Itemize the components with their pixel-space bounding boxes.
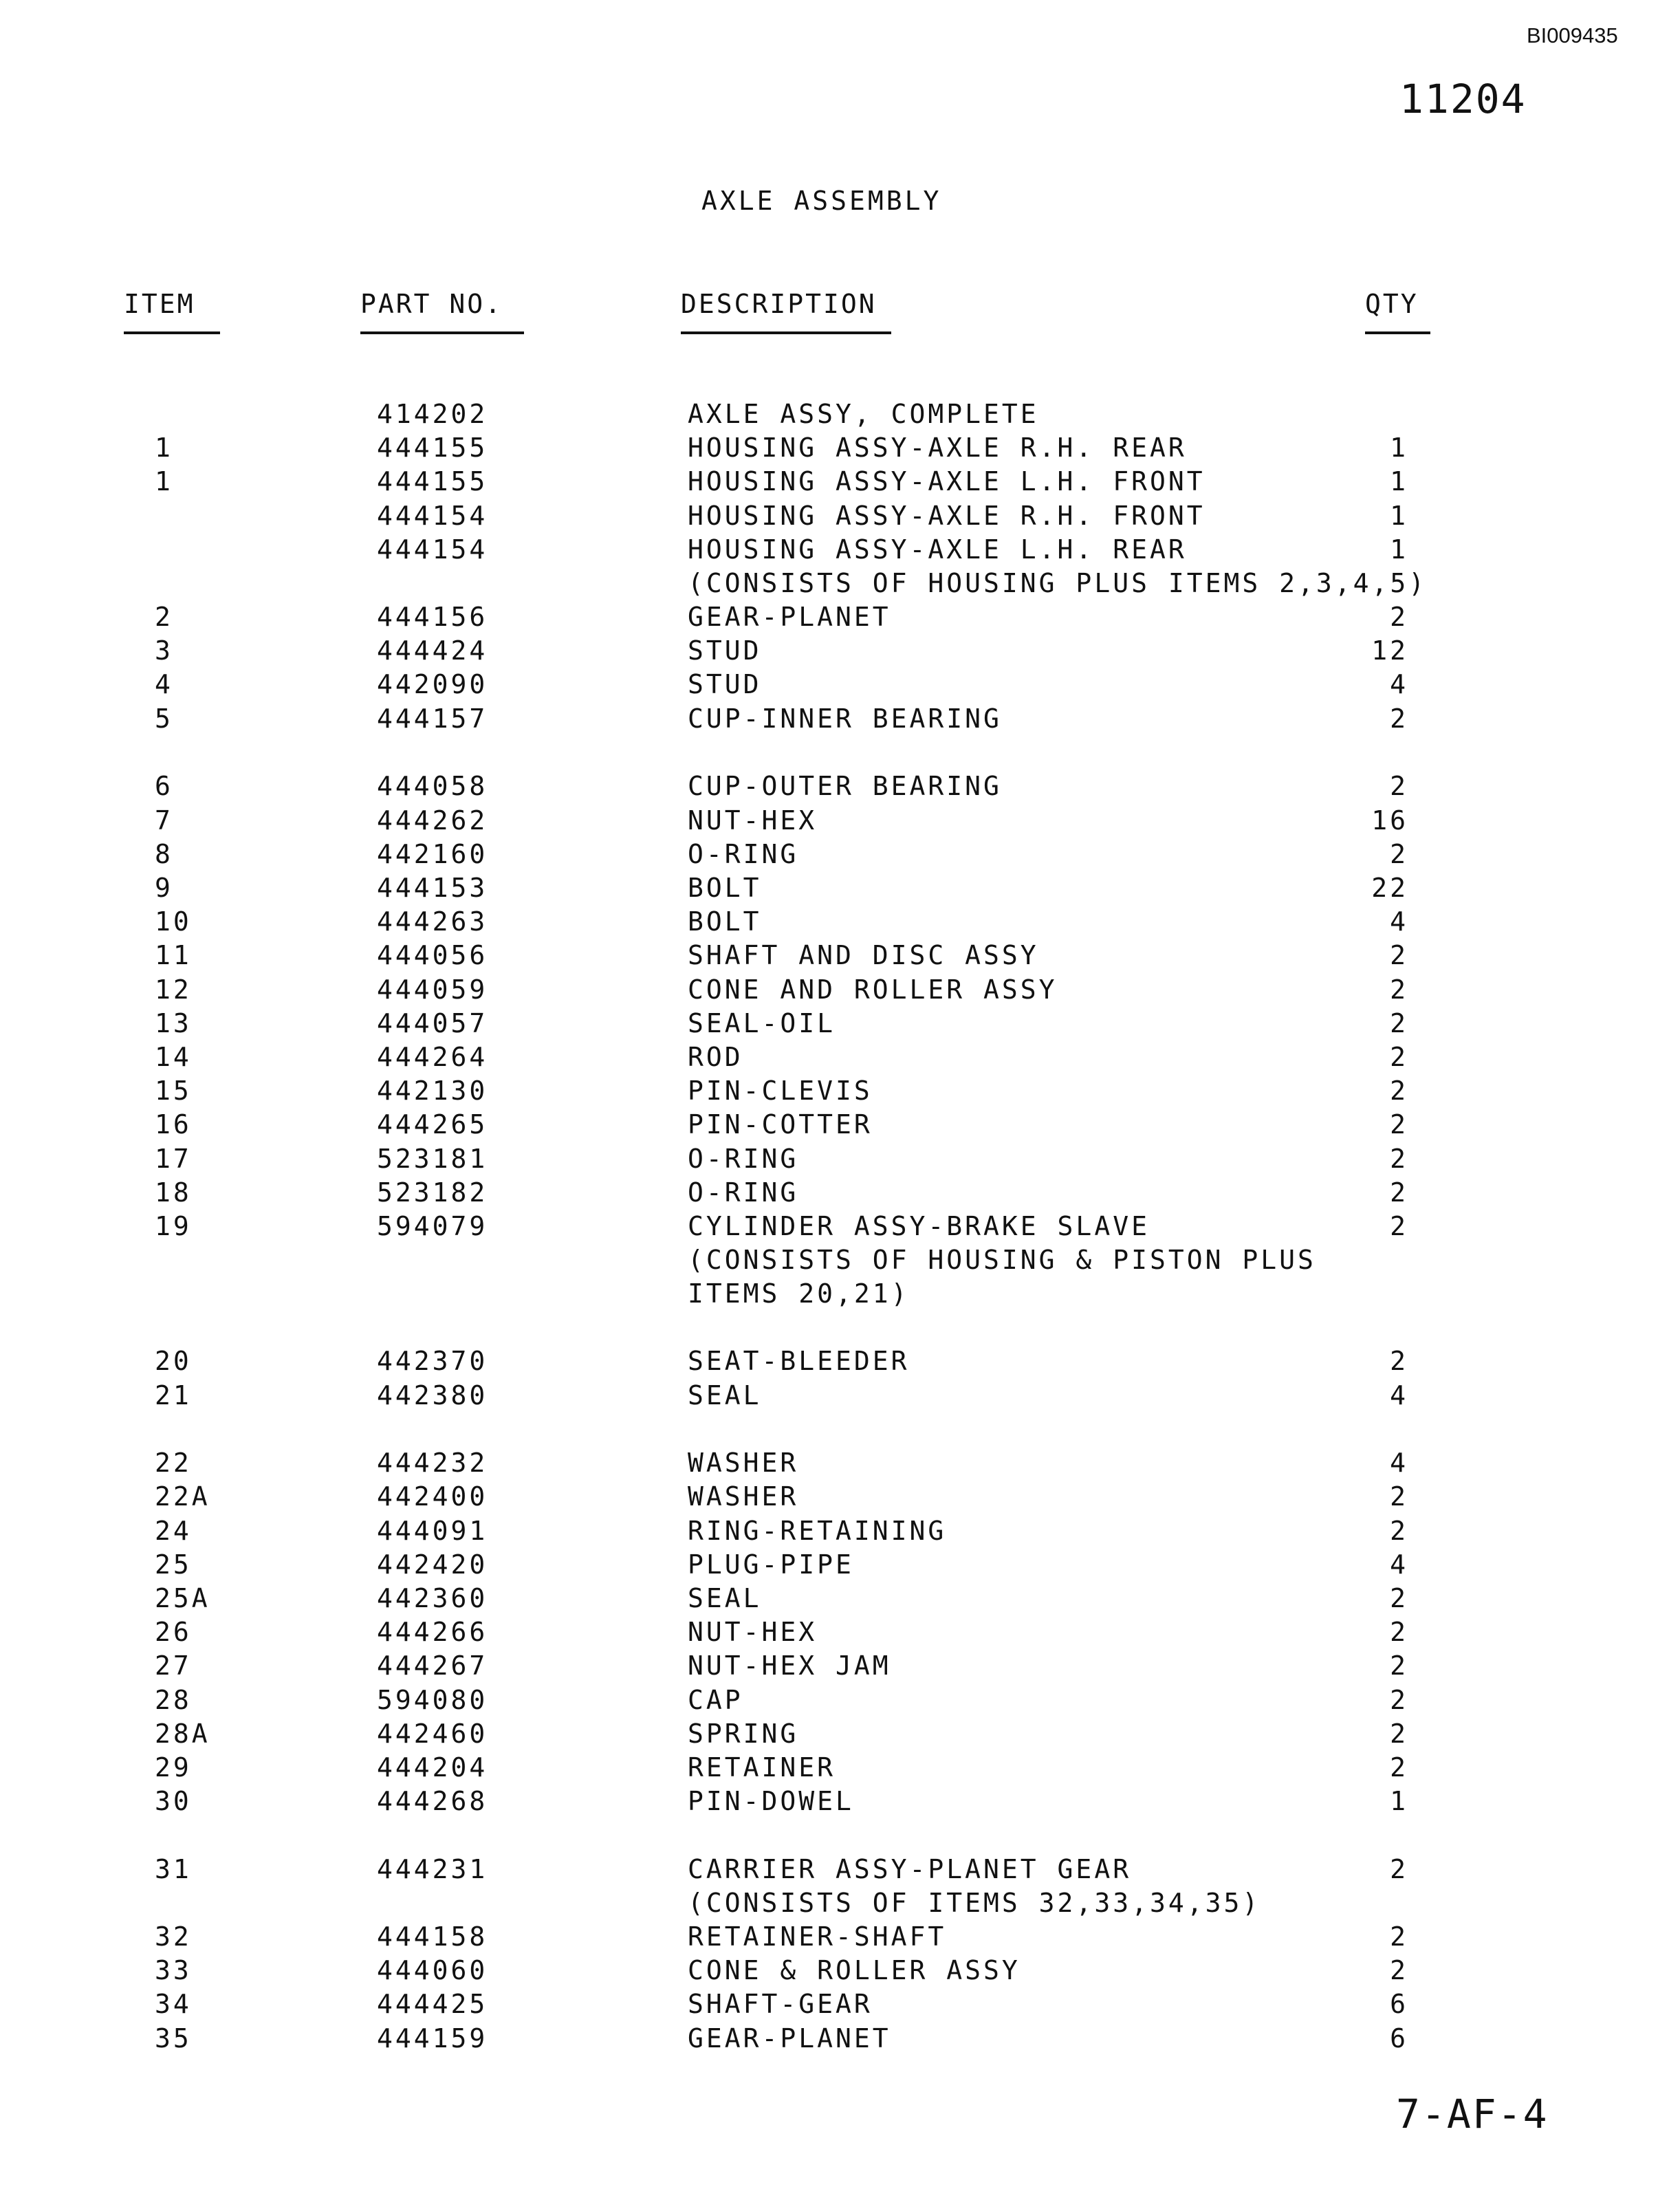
- table-row: [0, 873, 1680, 906]
- item-number: 19: [155, 1211, 192, 1241]
- item-number: 35: [155, 2023, 192, 2054]
- quantity: 1: [1390, 1786, 1408, 1816]
- quantity: 16: [1371, 805, 1408, 836]
- table-row: [0, 1651, 1680, 1684]
- table-row: [0, 940, 1680, 974]
- table-row: [0, 602, 1680, 635]
- description: O-RING: [688, 839, 799, 869]
- part-number: 414202: [377, 399, 488, 429]
- item-number: 20: [155, 1346, 192, 1376]
- table-row: [0, 399, 1680, 433]
- quantity: 2: [1390, 1076, 1408, 1106]
- description: HOUSING ASSY-AXLE R.H. REAR: [688, 433, 1187, 463]
- quantity: 6: [1390, 1989, 1408, 2019]
- table-row: [0, 1617, 1680, 1651]
- table-row: [0, 433, 1680, 466]
- description: (CONSISTS OF ITEMS 32,33,34,35): [688, 1888, 1261, 1918]
- part-number: 444154: [377, 501, 488, 531]
- part-number: 444263: [377, 906, 488, 937]
- description: CONE & ROLLER ASSY: [688, 1955, 1021, 1985]
- table-row: [0, 771, 1680, 805]
- item-number: 17: [155, 1144, 192, 1174]
- description: ROD: [688, 1042, 743, 1072]
- item-number: 28A: [155, 1719, 210, 1749]
- item-number: 30: [155, 1786, 192, 1816]
- part-number: 523182: [377, 1177, 488, 1208]
- description: SEAL: [688, 1380, 762, 1411]
- description: (CONSISTS OF HOUSING PLUS ITEMS 2,3,4,5): [688, 568, 1428, 598]
- part-number: 444155: [377, 433, 488, 463]
- description: WASHER: [688, 1448, 799, 1478]
- quantity: 2: [1390, 1109, 1408, 1140]
- part-number: 442370: [377, 1346, 488, 1376]
- table-row: [0, 704, 1680, 737]
- description: CYLINDER ASSY-BRAKE SLAVE: [688, 1211, 1150, 1241]
- quantity: 4: [1390, 906, 1408, 937]
- table-row: [0, 466, 1680, 500]
- item-number: 8: [155, 839, 173, 869]
- part-number: 444060: [377, 1955, 488, 1985]
- quantity: 1: [1390, 466, 1408, 497]
- part-number: 442420: [377, 1549, 488, 1580]
- quantity: 2: [1390, 1516, 1408, 1546]
- page-title: AXLE ASSEMBLY: [701, 186, 942, 216]
- description: O-RING: [688, 1177, 799, 1208]
- description: STUD: [688, 635, 762, 666]
- description: PIN-COTTER: [688, 1109, 873, 1140]
- description: SEAT-BLEEDER: [688, 1346, 910, 1376]
- item-number: 1: [155, 466, 173, 497]
- part-number: 444058: [377, 771, 488, 801]
- description: NUT-HEX JAM: [688, 1651, 891, 1681]
- item-number: 34: [155, 1989, 192, 2019]
- description: HOUSING ASSY-AXLE L.H. REAR: [688, 534, 1187, 565]
- item-number: 11: [155, 940, 192, 970]
- quantity: 2: [1390, 1211, 1408, 1241]
- table-row: [0, 1008, 1680, 1042]
- table-row: [0, 1989, 1680, 2023]
- table-row: [0, 1278, 1680, 1312]
- item-number: 26: [155, 1617, 192, 1647]
- table-row: [0, 1144, 1680, 1177]
- part-number: 442380: [377, 1380, 488, 1411]
- part-number: 442160: [377, 839, 488, 869]
- item-number: 9: [155, 873, 173, 903]
- table-row: [0, 1109, 1680, 1143]
- column-header-qty: QTY: [1365, 289, 1430, 334]
- table-row: [0, 805, 1680, 839]
- description: WASHER: [688, 1481, 799, 1512]
- part-number: 444232: [377, 1448, 488, 1478]
- part-number: 442090: [377, 669, 488, 699]
- column-header-part-no: PART NO.: [360, 289, 524, 334]
- description: ITEMS 20,21): [688, 1278, 910, 1309]
- item-number: 1: [155, 433, 173, 463]
- table-row: [0, 1346, 1680, 1380]
- table-row: [0, 1481, 1680, 1515]
- part-number: 444159: [377, 2023, 488, 2054]
- table-row: [0, 974, 1680, 1008]
- description: CONE AND ROLLER ASSY: [688, 974, 1058, 1005]
- item-number: 6: [155, 771, 173, 801]
- quantity: 1: [1390, 501, 1408, 531]
- part-number: 444266: [377, 1617, 488, 1647]
- description: NUT-HEX: [688, 1617, 818, 1647]
- table-row: [0, 1211, 1680, 1245]
- table-row: [0, 1583, 1680, 1617]
- item-number: 28: [155, 1685, 192, 1715]
- item-number: 10: [155, 906, 192, 937]
- description: SHAFT-GEAR: [688, 1989, 873, 2019]
- table-row: [0, 1854, 1680, 1888]
- table-row: [0, 1685, 1680, 1719]
- description: RING-RETAINING: [688, 1516, 947, 1546]
- quantity: 2: [1390, 1685, 1408, 1715]
- description: CAP: [688, 1685, 743, 1715]
- quantity: 2: [1390, 602, 1408, 632]
- part-number: 442360: [377, 1583, 488, 1613]
- item-number: 25A: [155, 1583, 210, 1613]
- quantity: 2: [1390, 771, 1408, 801]
- part-number: 444262: [377, 805, 488, 836]
- part-number: 444425: [377, 1989, 488, 2019]
- part-number: 444091: [377, 1516, 488, 1546]
- table-row: [0, 635, 1680, 669]
- table-row: [0, 1177, 1680, 1211]
- part-number: 444157: [377, 704, 488, 734]
- quantity: 22: [1371, 873, 1408, 903]
- description: GEAR-PLANET: [688, 2023, 891, 2054]
- table-row: [0, 1549, 1680, 1583]
- item-number: 31: [155, 1854, 192, 1884]
- quantity: 2: [1390, 1481, 1408, 1512]
- table-row: [0, 1888, 1680, 1921]
- quantity: 2: [1390, 1144, 1408, 1174]
- table-row: [0, 1955, 1680, 1989]
- table-row: [0, 1786, 1680, 1820]
- part-number: 442460: [377, 1719, 488, 1749]
- description: RETAINER-SHAFT: [688, 1921, 947, 1952]
- quantity: 2: [1390, 1583, 1408, 1613]
- description: CUP-OUTER BEARING: [688, 771, 1002, 801]
- part-number: 444231: [377, 1854, 488, 1884]
- quantity: 1: [1390, 534, 1408, 565]
- table-row: [0, 1076, 1680, 1109]
- description: BOLT: [688, 906, 762, 937]
- table-row: [0, 1448, 1680, 1481]
- item-number: 3: [155, 635, 173, 666]
- table-row: [0, 1921, 1680, 1955]
- item-number: 7: [155, 805, 173, 836]
- quantity: 4: [1390, 669, 1408, 699]
- quantity: 2: [1390, 1752, 1408, 1783]
- table-row: [0, 906, 1680, 940]
- quantity: 1: [1390, 433, 1408, 463]
- description: SEAL-OIL: [688, 1008, 836, 1038]
- table-row: [0, 1245, 1680, 1278]
- table-row: [0, 1042, 1680, 1076]
- description: PIN-DOWEL: [688, 1786, 854, 1816]
- description: HOUSING ASSY-AXLE R.H. FRONT: [688, 501, 1206, 531]
- item-number: 16: [155, 1109, 192, 1140]
- table-row: [0, 839, 1680, 873]
- description: PIN-CLEVIS: [688, 1076, 873, 1106]
- part-number: 444057: [377, 1008, 488, 1038]
- quantity: 2: [1390, 1921, 1408, 1952]
- description: GEAR-PLANET: [688, 602, 891, 632]
- description: BOLT: [688, 873, 762, 903]
- part-number: 444056: [377, 940, 488, 970]
- part-number: 594079: [377, 1211, 488, 1241]
- description: SPRING: [688, 1719, 799, 1749]
- part-number: 444158: [377, 1921, 488, 1952]
- table-row: [0, 568, 1680, 602]
- quantity: 6: [1390, 2023, 1408, 2054]
- quantity: 2: [1390, 1008, 1408, 1038]
- part-number: 594080: [377, 1685, 488, 1715]
- part-number: 444155: [377, 466, 488, 497]
- table-row: [0, 1380, 1680, 1414]
- quantity: 2: [1390, 1346, 1408, 1376]
- part-number: 444059: [377, 974, 488, 1005]
- part-number: 444156: [377, 602, 488, 632]
- item-number: 15: [155, 1076, 192, 1106]
- description: SHAFT AND DISC ASSY: [688, 940, 1039, 970]
- item-number: 4: [155, 669, 173, 699]
- description: RETAINER: [688, 1752, 836, 1783]
- quantity: 2: [1390, 1719, 1408, 1749]
- table-row: [0, 1516, 1680, 1549]
- quantity: 2: [1390, 940, 1408, 970]
- part-number: 442130: [377, 1076, 488, 1106]
- description: AXLE ASSY, COMPLETE: [688, 399, 1039, 429]
- table-row: [0, 2023, 1680, 2057]
- item-number: 29: [155, 1752, 192, 1783]
- item-number: 22: [155, 1448, 192, 1478]
- page-number: 11204: [1399, 76, 1527, 122]
- table-row: [0, 534, 1680, 568]
- quantity: 2: [1390, 704, 1408, 734]
- quantity: 2: [1390, 1617, 1408, 1647]
- document-id: BI009435: [1527, 23, 1618, 47]
- description: O-RING: [688, 1144, 799, 1174]
- item-number: 12: [155, 974, 192, 1005]
- item-number: 21: [155, 1380, 192, 1411]
- quantity: 2: [1390, 839, 1408, 869]
- table-row: [0, 501, 1680, 534]
- description: STUD: [688, 669, 762, 699]
- description: (CONSISTS OF HOUSING & PISTON PLUS: [688, 1245, 1316, 1275]
- part-number: 444154: [377, 534, 488, 565]
- part-number: 444264: [377, 1042, 488, 1072]
- quantity: 2: [1390, 1854, 1408, 1884]
- part-number: 523181: [377, 1144, 488, 1174]
- part-number: 444267: [377, 1651, 488, 1681]
- part-number: 444424: [377, 635, 488, 666]
- description: PLUG-PIPE: [688, 1549, 854, 1580]
- description: NUT-HEX: [688, 805, 818, 836]
- item-number: 13: [155, 1008, 192, 1038]
- item-number: 22A: [155, 1481, 210, 1512]
- quantity: 2: [1390, 1042, 1408, 1072]
- part-number: 444153: [377, 873, 488, 903]
- description: SEAL: [688, 1583, 762, 1613]
- column-header-item: ITEM: [124, 289, 220, 334]
- item-number: 14: [155, 1042, 192, 1072]
- description: CARRIER ASSY-PLANET GEAR: [688, 1854, 1132, 1884]
- part-number: 444265: [377, 1109, 488, 1140]
- table-row: [0, 669, 1680, 703]
- item-number: 32: [155, 1921, 192, 1952]
- quantity: 2: [1390, 1651, 1408, 1681]
- quantity: 4: [1390, 1380, 1408, 1411]
- description: CUP-INNER BEARING: [688, 704, 1002, 734]
- item-number: 24: [155, 1516, 192, 1546]
- page-footer-code: 7-AF-4: [1396, 2091, 1549, 2137]
- item-number: 2: [155, 602, 173, 632]
- quantity: 2: [1390, 1177, 1408, 1208]
- description: HOUSING ASSY-AXLE L.H. FRONT: [688, 466, 1206, 497]
- item-number: 18: [155, 1177, 192, 1208]
- quantity: 2: [1390, 1955, 1408, 1985]
- column-header-description: DESCRIPTION: [681, 289, 891, 334]
- table-row: [0, 1752, 1680, 1786]
- part-number: 444268: [377, 1786, 488, 1816]
- item-number: 25: [155, 1549, 192, 1580]
- table-row: [0, 1719, 1680, 1752]
- part-number: 442400: [377, 1481, 488, 1512]
- quantity: 4: [1390, 1448, 1408, 1478]
- item-number: 33: [155, 1955, 192, 1985]
- quantity: 2: [1390, 974, 1408, 1005]
- item-number: 27: [155, 1651, 192, 1681]
- part-number: 444204: [377, 1752, 488, 1783]
- item-number: 5: [155, 704, 173, 734]
- quantity: 12: [1371, 635, 1408, 666]
- quantity: 4: [1390, 1549, 1408, 1580]
